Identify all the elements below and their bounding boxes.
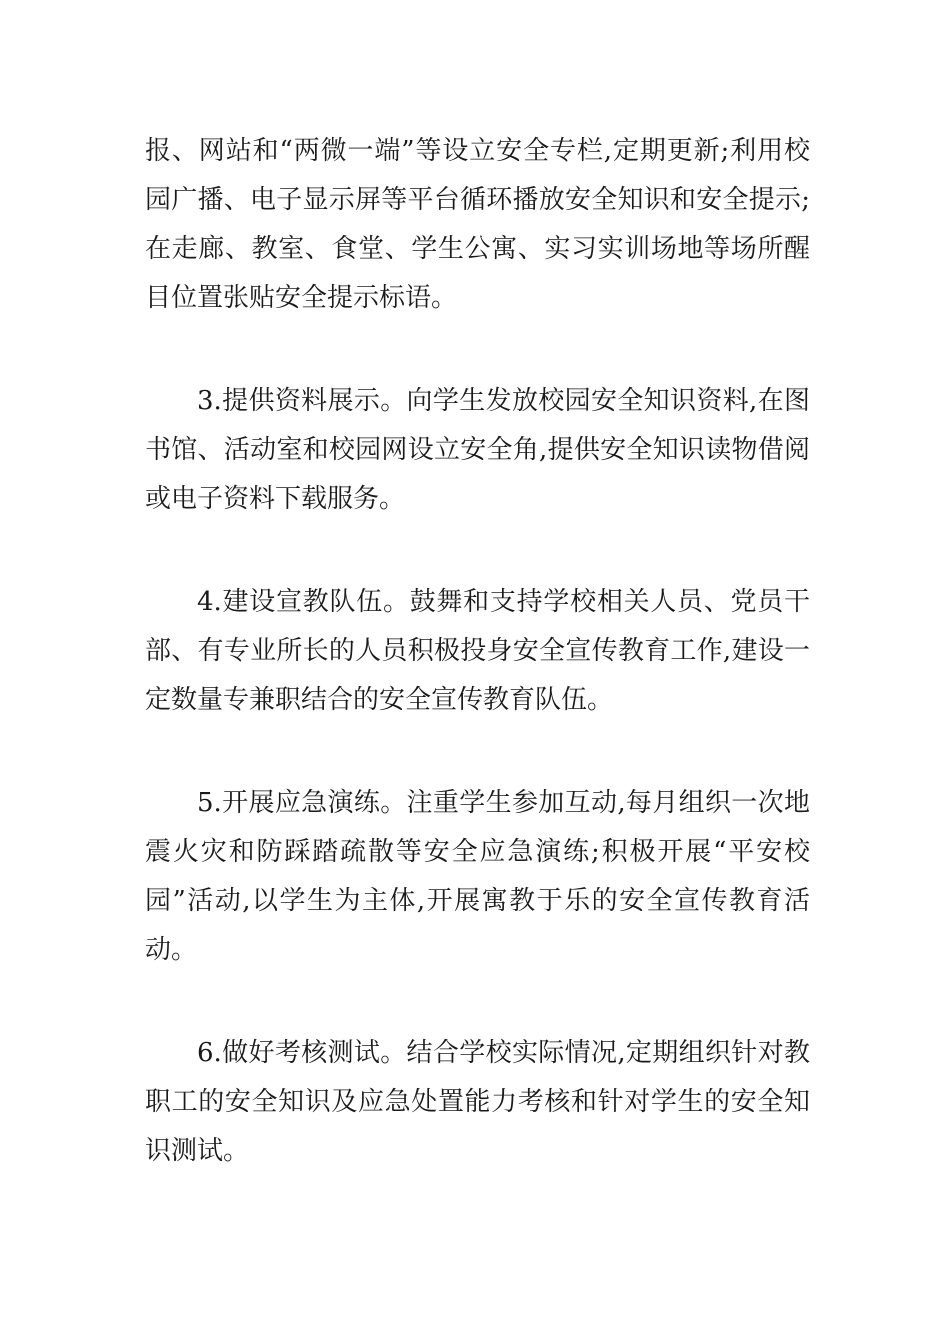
paragraph-item-3: 3.提供资料展示。向学生发放校园安全知识资料,在图书馆、活动室和校园网设立安全角,提供安全知识读物借阅或电子资料下载服务。: [145, 386, 810, 514]
paragraph-continued: 报、网站和“两微一端”等设立安全专栏,定期更新;利用校园广播、电子显示屏等平台循环播放安全知识和安全提示;在走廊、教室、食堂、学生公寓、实习实训场地等场所醒目位置张贴安全提示标语。: [145, 136, 810, 313]
paragraph-item-6: 6.做好考核测试。结合学校实际情况,定期组织针对教职工的安全知识及应急处置能力考核和针对学生的安全知识测试。: [145, 1038, 810, 1166]
paragraph-item-5: 5.开展应急演练。注重学生参加互动,每月组织一次地震火灾和防踩踏疏散等安全应急演练;积极开展“平安校园”活动,以学生为主体,开展寓教于乐的安全宣传教育活动。: [145, 788, 810, 965]
document-body: [145, 127, 810, 1176]
paragraph-item-4: 4.建设宣教队伍。鼓舞和支持学校相关人员、党员干部、有专业所长的人员积极投身安全宣传教育工作,建设一定数量专兼职结合的安全宣传教育队伍。: [145, 587, 810, 715]
